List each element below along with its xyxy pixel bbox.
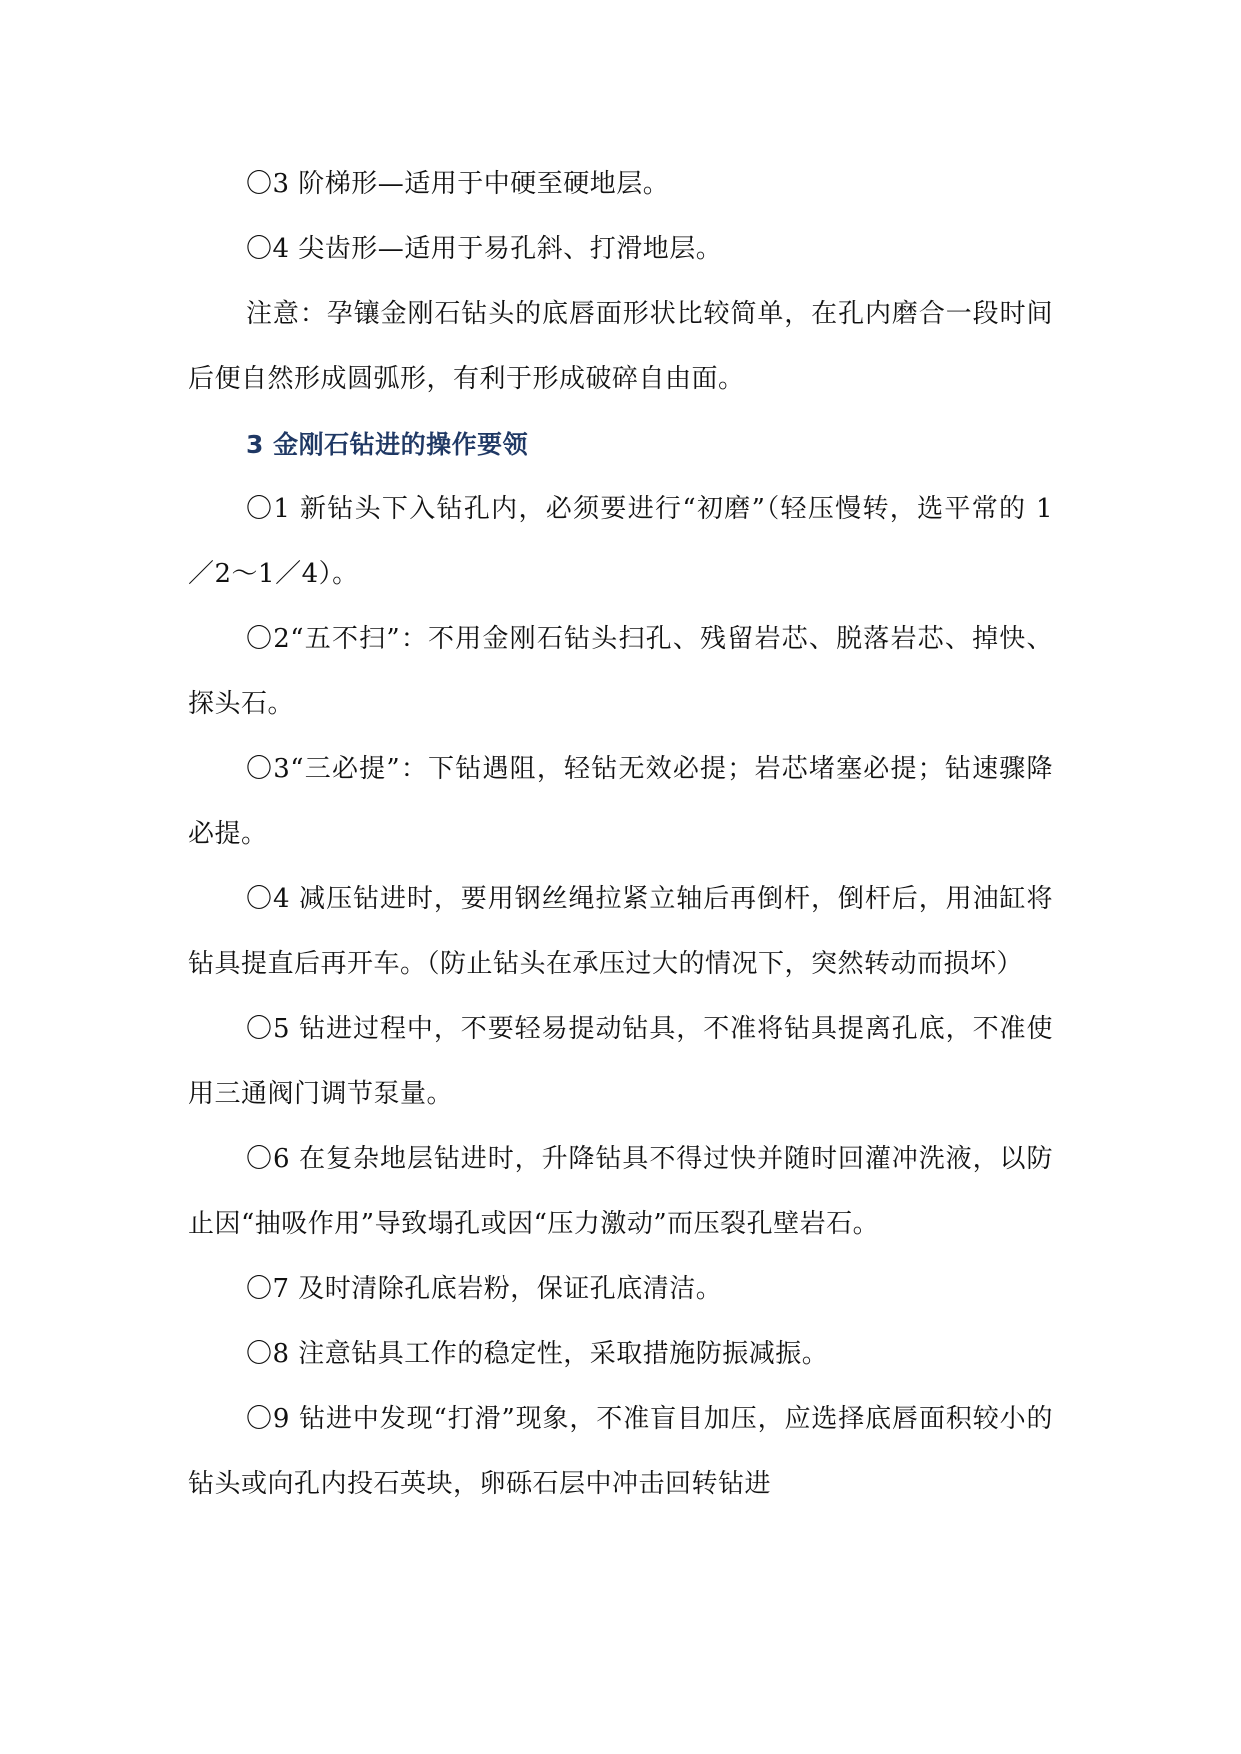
- paragraph-item-1: 〇1 新钻头下入钻孔内，必须要进行“初磨”（轻压慢转，选平常的 1／2～1／4）。: [188, 494, 1053, 589]
- paragraph-item-7: 〇7 及时清除孔底岩粉，保证孔底清洁。: [246, 1274, 723, 1304]
- paragraph-item-4: 〇4 减压钻进时，要用钢丝绳拉紧立轴后再倒杆，倒杆后，用油缸将钻具提直后再开车。（防止钻头在承压过大的情况下，突然转动而损坏）: [188, 884, 1053, 979]
- paragraph-note: 注意：孕镶金刚石钻头的底唇面形状比较简单，在孔内磨合一段时间后便自然形成圆弧形，有利于形成破碎自由面。: [188, 299, 1053, 394]
- paragraph-stepped-bit: 〇3 阶梯形—适用于中硬至硬地层。: [246, 169, 670, 199]
- paragraph-item-5: 〇5 钻进过程中，不要轻易提动钻具，不准将钻具提离孔底，不准使用三通阀门调节泵量。: [188, 1014, 1053, 1109]
- paragraph-item-2: 〇2“五不扫”：不用金刚石钻头扫孔、残留岩芯、脱落岩芯、掉快、探头石。: [188, 624, 1053, 719]
- section-heading: 3 金刚石钻进的操作要领: [246, 430, 529, 459]
- paragraph-item-8: 〇8 注意钻具工作的稳定性，采取措施防振减振。: [246, 1339, 829, 1369]
- paragraph-item-3: 〇3“三必提”：下钻遇阻，轻钻无效必提；岩芯堵塞必提；钻速骤降必提。: [188, 754, 1053, 849]
- paragraph-pointed-bit: 〇4 尖齿形—适用于易孔斜、打滑地层。: [246, 234, 723, 264]
- paragraph-item-9: 〇9 钻进中发现“打滑”现象，不准盲目加压，应选择底唇面积较小的钻头或向孔内投石英块，卵砾石层中冲击回转钻进: [188, 1404, 1053, 1499]
- paragraph-item-6: 〇6 在复杂地层钻进时，升降钻具不得过快并随时回灌冲洗液，以防止因“抽吸作用”导致塌孔或因“压力激动”而压裂孔壁岩石。: [188, 1144, 1053, 1239]
- document-body: [188, 152, 1053, 1517]
